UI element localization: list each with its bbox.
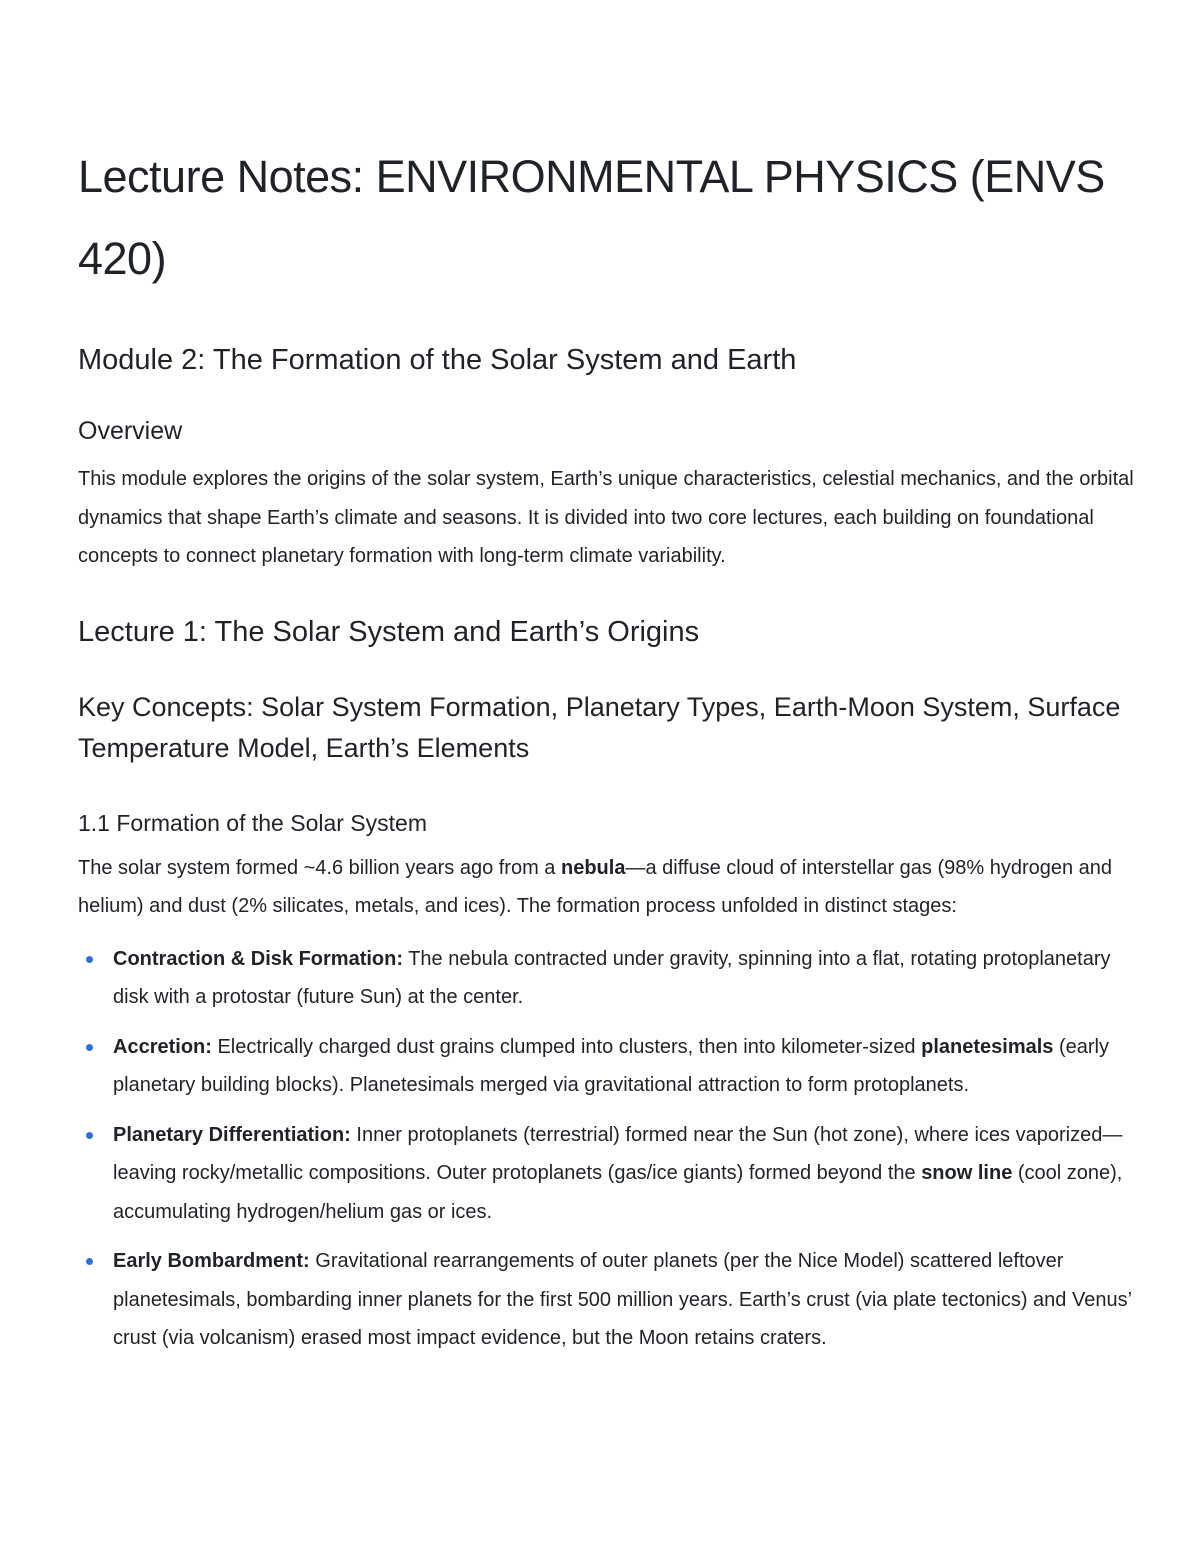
list-item-term: Planetary Differentiation: [113, 1123, 351, 1146]
overview-heading: Overview [78, 417, 183, 445]
list-item-text: Inner protoplanets (terrestrial) formed near the Sun (hot zone), where ices vaporized—leaving rocky/metallic compositions. Outer protoplanets (gas/ice giants) formed beyond the [113, 1123, 1123, 1184]
list-item-text: (cool zone), accumulating hydrogen/helium gas or ices. [113, 1162, 1123, 1223]
module-heading: Module 2: The Formation of the Solar System and Earth [78, 344, 797, 376]
bullet-icon [86, 1044, 93, 1051]
formation-stages-list [78, 940, 1140, 1358]
list-item-text: (early planetary building blocks). Planetesimals merged via gravitational attraction to form protoplanets. [113, 1035, 1109, 1096]
list-item-bold-term: planetesimals [921, 1035, 1054, 1058]
list-item [113, 1242, 1140, 1358]
bullet-icon [86, 956, 93, 963]
list-item-term: Accretion: [113, 1035, 212, 1058]
overview-paragraph: This module explores the origins of the solar system, Earth’s unique characteristics, celestial mechanics, and the orbital dynamics that shape Earth’s climate and seasons. It is divided into two core lectures, each building on foundational concepts to connect planetary formation with long-term climate variability. [78, 468, 1134, 567]
bullet-icon [86, 1132, 93, 1139]
section-1-1-intro [78, 849, 1140, 926]
list-item [113, 1116, 1140, 1232]
intro-bold-term: nebula [561, 856, 626, 879]
list-item-text: Electrically charged dust grains clumped into clusters, then into kilometer-sized [211, 1035, 922, 1058]
list-item [113, 940, 1140, 1017]
bullet-icon [86, 1258, 93, 1265]
list-item-text: Gravitational rearrangements of outer planets (per the Nice Model) scattered leftover planetesimals, bombarding inner planets for the first 500 million years. Earth’s crust (via plate tectonics) and Venus’ crust (via volcanism) erased most impact evidence, but the Moon retains craters. [113, 1250, 1132, 1349]
key-concepts-heading: Key Concepts: Solar System Formation, Planetary Types, Earth-Moon System, Surface Temperature Model, Earth’s Elements [78, 691, 1121, 763]
lecture-1-heading: Lecture 1: The Solar System and Earth’s Origins [78, 615, 700, 648]
list-item [113, 1028, 1140, 1105]
intro-text-after: —a diffuse cloud of interstellar gas (98% hydrogen and helium) and dust (2% silicates, metals, and ices). The formation process unfolded in distinct stages: [78, 856, 1113, 917]
section-1-1-heading: 1.1 Formation of the Solar System [78, 809, 427, 836]
page-title: Lecture Notes: ENVIRONMENTAL PHYSICS (ENVS 420) [78, 151, 1105, 284]
list-item-bold-term: snow line [921, 1162, 1013, 1184]
list-item-text: The nebula contracted under gravity, spinning into a flat, rotating protoplanetary disk with a protostar (future Sun) at the center. [113, 947, 1111, 1008]
list-item-term: Contraction & Disk Formation: [113, 947, 404, 970]
intro-text-before: The solar system formed ~4.6 billion years ago from a [78, 856, 561, 879]
list-item-term: Early Bombardment: [113, 1250, 310, 1272]
